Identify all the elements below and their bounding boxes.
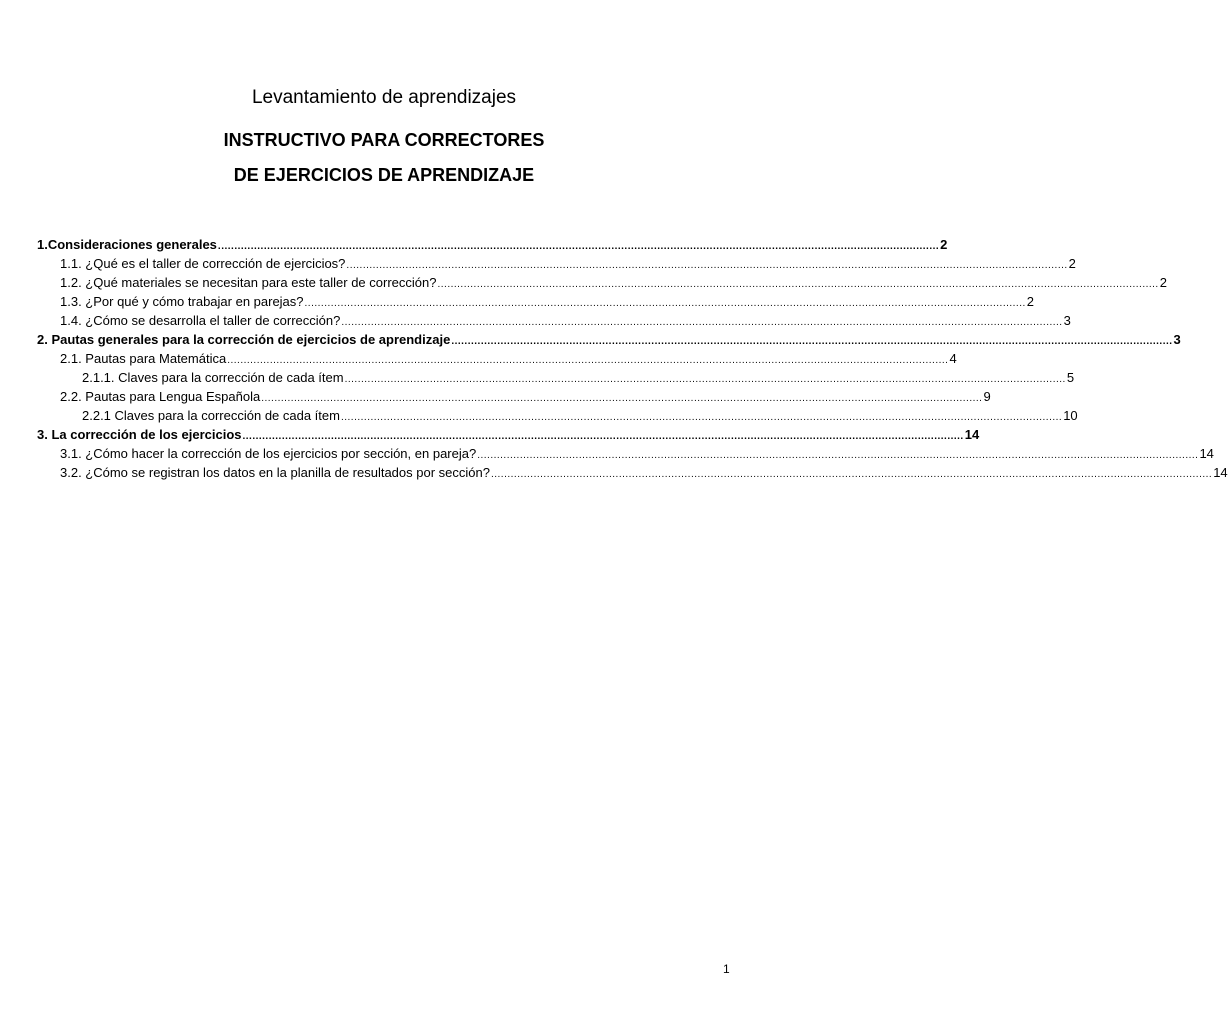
toc-entry-3-2[interactable] [60,464,1228,482]
toc-dot-leader: ............................................................................................................................................................................................................................ [346,260,1068,271]
toc-dot-leader: ............................................................................................................................................................................................................................ [344,374,1066,385]
toc-entry-3[interactable] [37,426,980,444]
toc-entry-text: 3. La corrección de los ejercicios [37,427,242,442]
document-subtitle-line-2: DE EJERCICIOS DE APRENDIZAJE [233,165,535,185]
toc-page-number: 3 [1173,332,1181,347]
toc-dot-leader: ............................................................................................................................................................................................................................ [261,393,983,404]
toc-page-number: 2 [1159,275,1167,290]
toc-entry-2-2[interactable] [60,388,991,406]
toc-entry-text: 2. Pautas generales para la corrección de ejercicios de aprendizaje [37,332,451,347]
toc-entry-text: 1.1. ¿Qué es el taller de corrección de ejercicios? [60,256,346,271]
toc-entry-text: 3.1. ¿Cómo hacer la corrección de los ejercicios por sección, en pareja? [60,446,477,461]
toc-entry-text: 1.2. ¿Qué materiales se necesitan para este taller de corrección? [60,275,437,290]
toc-dot-leader: ............................................................................................................................................................................................................................ [340,412,1063,423]
toc-entry-1-4[interactable] [60,312,1071,330]
toc-entry-1-3[interactable] [60,293,1034,311]
document-subtitle-line-1: INSTRUCTIVO PARA CORRECTORES [223,130,545,150]
toc-page-number: 3 [1063,313,1071,328]
toc-entry-1-2[interactable] [60,274,1167,292]
toc-entry-2-1[interactable] [60,350,957,368]
toc-page-number: 2 [1068,256,1076,271]
toc-page-number: 2 [940,237,948,252]
toc-page-number: 14 [1199,446,1214,461]
document-title: Levantamiento de aprendizajes [251,87,517,108]
toc-entry-1[interactable] [37,236,948,254]
toc-entry-text: 2.1. Pautas para Matemática [60,351,227,366]
toc-dot-leader: ............................................................................................................................................................................................................................ [341,317,1063,328]
toc-dot-leader: ............................................................................................................................................................................................................................ [217,241,940,252]
toc-dot-leader: ............................................................................................................................................................................................................................ [304,298,1026,309]
toc-dot-leader: ............................................................................................................................................................................................................................ [242,431,964,442]
toc-page-number: 4 [949,351,957,366]
toc-page-number: 5 [1066,370,1075,385]
toc-dot-leader: ............................................................................................................................................................................................................................ [451,336,1173,347]
toc-dot-leader: ............................................................................................................................................................................................................................ [490,469,1213,480]
toc-dot-leader: ............................................................................................................................................................................................................................ [227,355,949,366]
toc-page-number: 9 [983,389,991,404]
toc-entry-text: 2.2. Pautas para Lengua Española [60,389,261,404]
toc-entry-text: 2.2.1 Claves para la corrección de cada ítem [82,408,340,423]
toc-entry-2[interactable] [37,331,1181,349]
toc-entry-text: 2.1.1. Claves para la corrección de cada ítem [82,370,344,385]
toc-entry-text: 1.Consideraciones generales [37,237,217,252]
page-number: 1 [723,962,730,976]
toc-entry-text: 1.4. ¿Cómo se desarrolla el taller de corrección? [60,313,341,328]
toc-page-number: 10 [1063,408,1078,423]
toc-dot-leader: ............................................................................................................................................................................................................................ [477,450,1199,461]
toc-page-number: 14 [1213,465,1228,480]
toc-entry-text: 3.2. ¿Cómo se registran los datos en la planilla de resultados por sección? [60,465,490,480]
toc-page-number: 14 [964,427,980,442]
toc-entry-text: 1.3. ¿Por qué y cómo trabajar en parejas? [60,294,304,309]
toc-entry-2-1-1[interactable] [82,369,1075,387]
toc-dot-leader: ............................................................................................................................................................................................................................ [437,279,1159,290]
toc-entry-1-1[interactable] [60,255,1076,273]
toc-page-number: 2 [1026,294,1034,309]
toc-entry-3-1[interactable] [60,445,1214,463]
toc-entry-2-2-1[interactable] [82,407,1078,425]
